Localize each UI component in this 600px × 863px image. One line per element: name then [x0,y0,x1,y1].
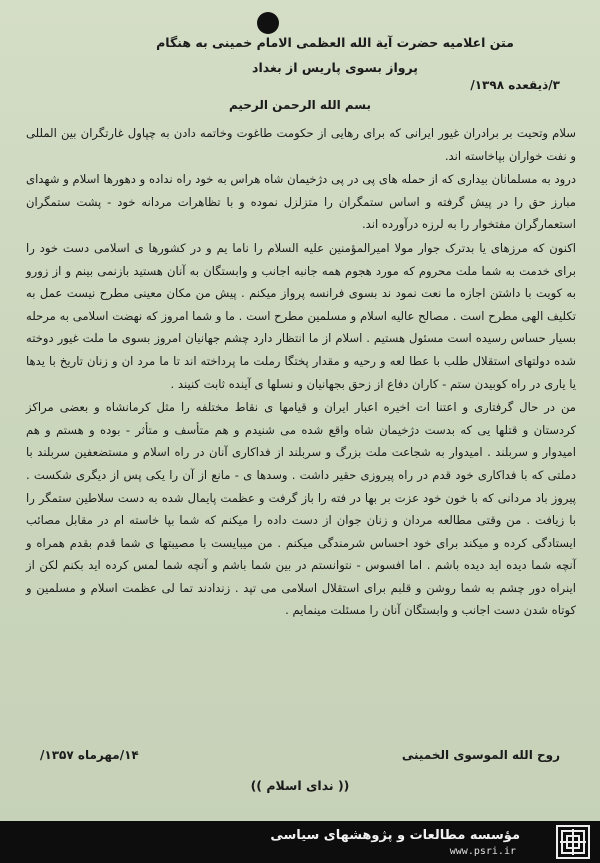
document-body [26,122,576,622]
psri-logo-icon [556,825,590,859]
paragraph: سلام وتحیت بر برادران غیور ایرانی که برای رهایی از حکومت طاغوت وخاتمه دادن به چپاول غارتگران بین المللی و نفت خواران بپاخاسته اند. [26,126,576,163]
document-heading [100,30,570,80]
signature-row [40,748,560,762]
signature-name: روح الله الموسوی الخمینی [401,748,560,762]
org-url[interactable]: www.psri.ir [449,846,516,857]
heading-line-1: متن اعلامیه حضرت آیة الله العظمی الامام خمینی به هنگام [156,35,514,50]
bismillah: بسم الله الرحمن الرحیم [228,98,372,112]
paragraph: من در حال گرفتاری و اعتنا ات اخیره اعبار ایران و قیامها ی نقاط مختلفه را مثل کرمانشاه و بعضی مراکز کردستان و قتلها یی که بدست دژخیمان شاه واقع شده می شنیدم و هم متأسف و متأثر - بوده و هستم و هم امیدوار و سربلند . امیدوار به شجاعت ملت بزرگ و سربلند از فداکاری آنان در راه اسلام و مستضعفین سربلند با دملتی که با فداکاری خود قدم در راه پیروزی حقیر داشت . وسدها ی - مانع از آن را یکی پس از دیگری شکست . پیروز باد مردانی که با خون خود عزت بر بها در فته را باز گرفت و عظمت پایمال شده به دست سلاطین ستمگر را با زیافت . من وقتی مطالعه مردان و زنان جوان از دست داده را میکنم که شما بپا خاسته ام در مقابل مصائب ایستادگی کرده و میکند برای خود احساس شرمندگی میکنم . من میبایست با مصیبتها ی شما قدم بقدم همراه و آنچه شما دیده اید دیده باشم . اما افسوس - نتوانستم در بین شما باشم و آنچه شما لمس کرده اید بکنم لکن از اینراه دور چشم به شما روشن و قلبم برای استقلال اسلامی می تپد . زندادند تما لی عظمت اسلام و مسلمین و کوتاه شدن دست اجانب و وابستگان آنان را مسئلت مینمایم . [26,400,576,618]
nida-islam: (( ندای اسلام )) [250,778,350,793]
org-name: مؤسسه مطالعات و پژوهشهای سیاسی [270,828,520,843]
signature-date: ۱۴/مهرماه ۱۳۵۷/ [40,748,139,762]
paragraph: درود به مسلمانان بیداری که از حمله های پی در پی دژخیمان شاه هراس به خود راه نداده و دهورها اسلام و شهدای مبارز حق را در پیش گرفته و اساس ستمگران را متزلزل نموده و با تظاهرات مردانه خود - پشت ستمگران استعمارگران مفتخوار را به لرزه درآورده اند. [26,172,576,232]
paragraph: اکنون که مرزهای یا بدترک جوار مولا امیرالمؤمنین علیه السلام را ناما یم و در کشورها ی اسلامی دست خود را برای خدمت به شما ملت محروم که مورد هجوم همه جانبه اجانب و وابستگان به آنان هستید بازنمی بینم و از زورو به کویت با داشتن اجازه ما نعت نمود ند بسوی فرانسه پرواز میکنم . پیش من مکان معینی مطرح نیست عمل به تکلیف الهی مطرح است . مصالح عالیه اسلام و مسلمین مطرح است . ما و شما امروز که نهضت اسلامی به مرحله بسیار حساس رسیده است مسئول هستیم . اسلام از ما انتظار دارد چشم جهانیان امروز بسوی ما ملت غیور دوخته شده دولتهای استقلال طلب با عطا لعه و رحیه و مقدار پختگا رملت ما پرداخته اند تا ما مرد ان و زنان تاریخ با یدها یا یاری در راه کوبیدن ستم - کاران دفاع از زحق بجهانیان و نسلها ی آینده ثابت کنیند . [26,240,576,391]
footer-bar [0,821,600,863]
heading-line-2: پرواز بسوی پاریس از بغداد [252,60,418,75]
document-date: ۳/ذیقعده ۱۳۹۸/ [470,78,560,92]
